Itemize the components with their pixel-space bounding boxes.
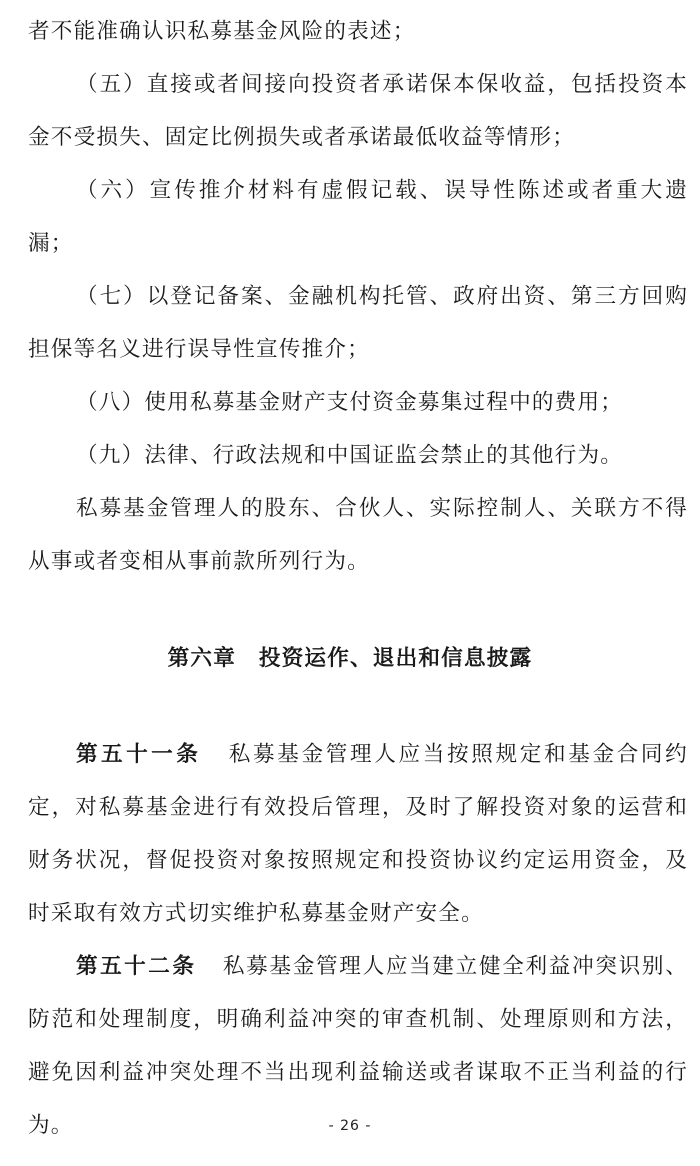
article-51-number: 第五十一条 (76, 742, 202, 767)
paragraph-intro-tail: 者不能准确认识私募基金风险的表述； (28, 19, 416, 44)
article-51 (28, 728, 688, 940)
paragraph-closing: 私募基金管理人的股东、合伙人、实际控制人、关联方不得从事或者变相从事前款所列行为。 (28, 496, 688, 574)
article-51-text: 私募基金管理人应当按照规定和基金合同约定，对私募基金进行有效投后管理，及时了解投资对象的运营和财务状况，督促投资对象按照规定和投资协议约定运用资金，及时采取有效方式切实维护私募基金财产安全。 (28, 742, 688, 926)
paragraph-item-6: （六）宣传推介材料有虚假记载、误导性陈述或者重大遗漏； (28, 178, 688, 256)
article-52-text: 私募基金管理人应当建立健全利益冲突识别、防范和处理制度，明确利益冲突的审查机制、处理原则和方法，避免因利益冲突处理不当出现利益输送或者谋取不正当利益的行为。 (28, 954, 688, 1138)
paragraph-item-7: （七）以登记备案、金融机构托管、政府出资、第三方回购担保等名义进行误导性宣传推介； (28, 284, 688, 362)
chapter-heading: 第六章 投资运作、退出和信息披露 (167, 646, 533, 671)
article-52-number: 第五十二条 (76, 954, 197, 979)
paragraph-item-9: （九）法律、行政法规和中国证监会禁止的其他行为。 (76, 443, 624, 468)
paragraph-item-8: （八）使用私募基金财产支付资金募集过程中的费用； (76, 390, 624, 415)
paragraph-item-5: （五）直接或者间接向投资者承诺保本保收益，包括投资本金不受损失、固定比例损失或者承诺最低收益等情形； (28, 72, 688, 150)
page-number: - 26 - (328, 1118, 372, 1134)
